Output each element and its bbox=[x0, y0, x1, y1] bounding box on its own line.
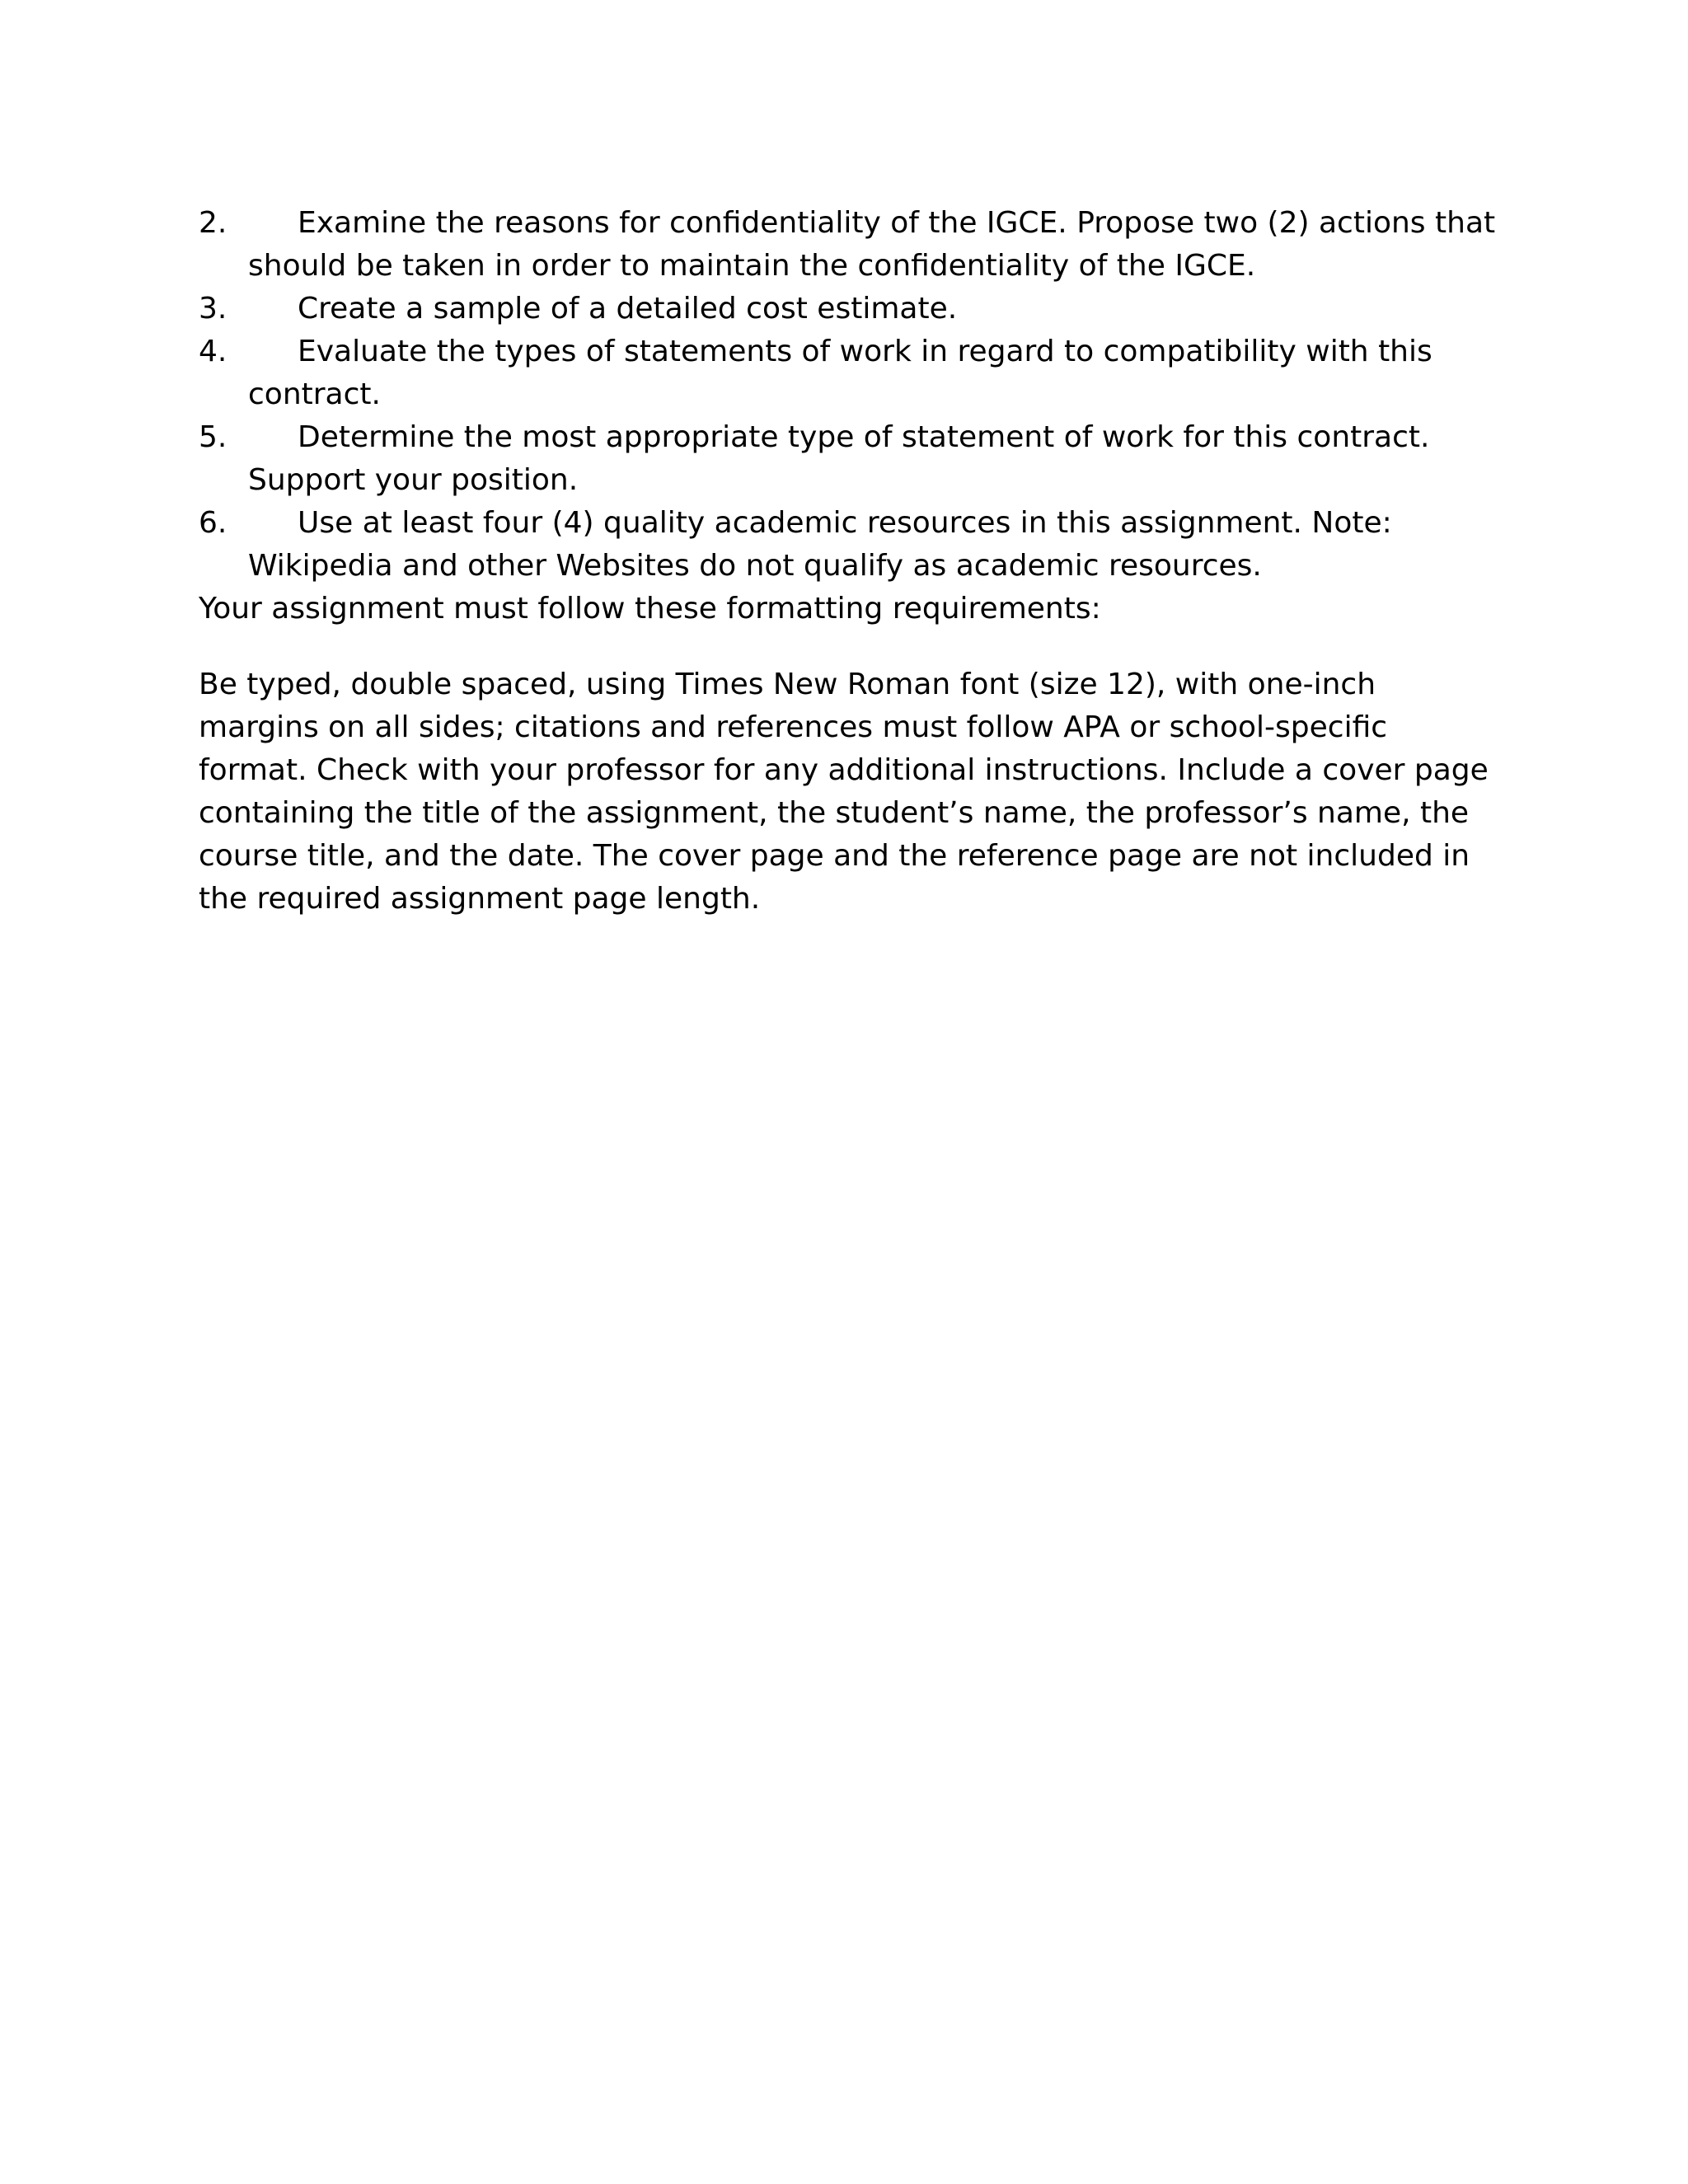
list-item bbox=[199, 330, 1501, 416]
list-item-text: Use at least four (4) quality academic resources in this assignment. Note: Wikipedia and other Websites do not qualify as academic resources. bbox=[248, 506, 1392, 583]
list-item-text: Create a sample of a detailed cost estimate. bbox=[298, 292, 958, 326]
list-item-number: 5. bbox=[199, 420, 227, 454]
list-item bbox=[199, 288, 1501, 330]
formatting-requirements-heading: Your assignment must follow these formatting requirements: bbox=[199, 592, 1101, 626]
list-item bbox=[199, 416, 1501, 502]
list-item-text: Evaluate the types of statements of work in regard to compatibility with this contract. bbox=[248, 335, 1432, 411]
list-item-text: Examine the reasons for confidentiality of the IGCE. Propose two (2) actions that should be taken in order to maintain the confidentiality of the IGCE. bbox=[248, 206, 1496, 283]
list-item-number: 2. bbox=[199, 206, 227, 240]
list-item-number: 3. bbox=[199, 292, 227, 326]
formatting-requirements-paragraph: Be typed, double spaced, using Times New Roman font (size 12), with one-inch margins on all sides; citations and references must follow APA or school-specific format. Check with your professor for any additional instructions. Include a cover page containing the title of the assignment, the student’s name, the professor’s name, the course title, and the date. The cover page and the reference page are not included in the required assignment page length. bbox=[199, 668, 1489, 916]
list-item-number: 6. bbox=[199, 506, 227, 540]
list-item bbox=[199, 502, 1501, 588]
list-item-text: Determine the most appropriate type of statement of work for this contract. Support your position. bbox=[248, 420, 1430, 497]
list-item bbox=[199, 202, 1501, 288]
assignment-task-list bbox=[199, 202, 1501, 588]
document-content bbox=[199, 202, 1501, 921]
list-item-number: 4. bbox=[199, 335, 227, 368]
